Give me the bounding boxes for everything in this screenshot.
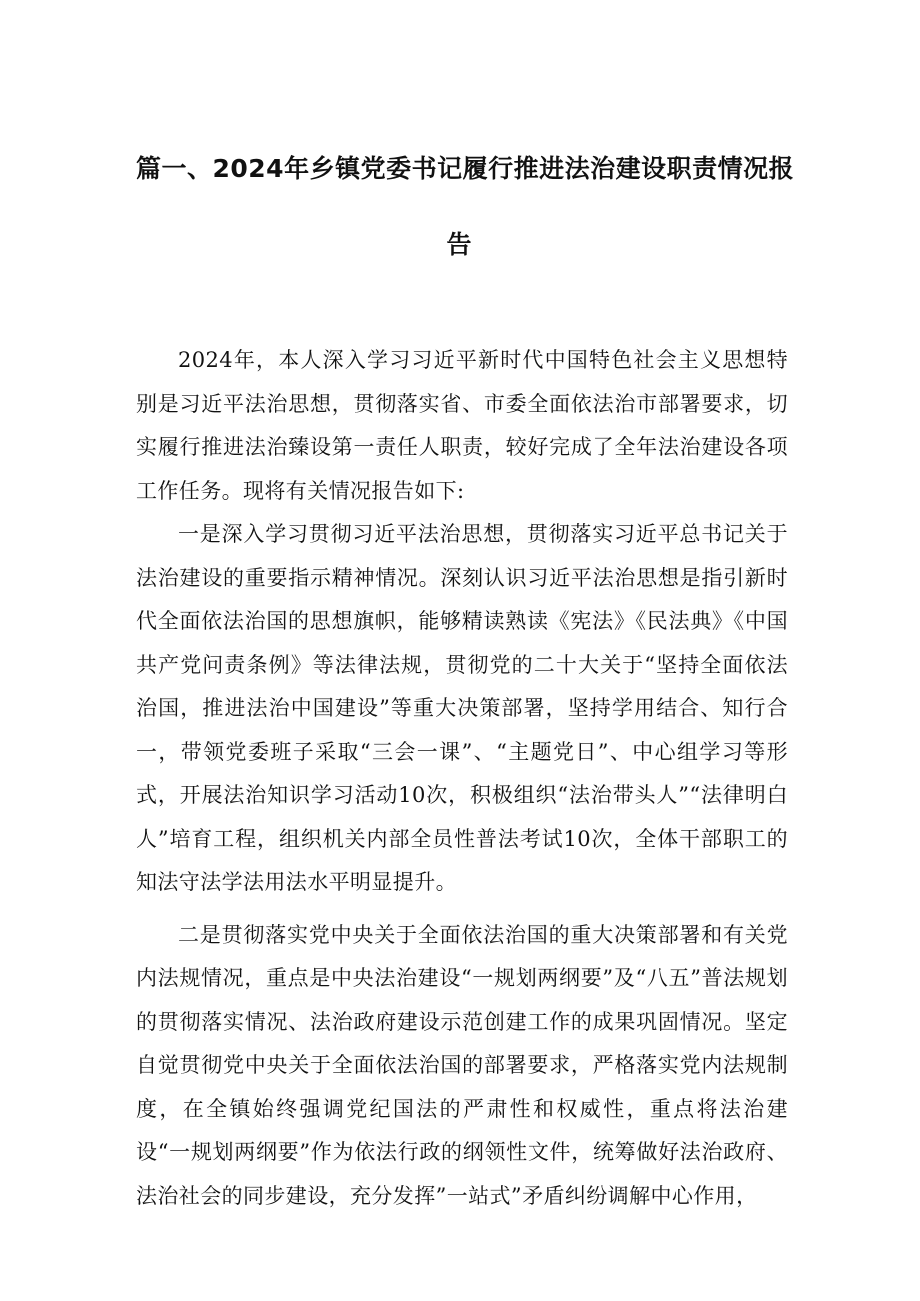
- title-line-2: 告: [446, 230, 472, 259]
- title-line-1: 篇一、2024年乡镇党委书记履行推进法治建设职责情况报: [136, 154, 795, 183]
- document-body: [136, 339, 788, 1218]
- document-title: [136, 150, 796, 264]
- paragraph-section-2: 二是贯彻落实党中央关于全面依法治国的重大决策部署和有关党内法规情况，重点是中央法治建设“一规划两纲要”及“八五”普法规划的贯彻落实情况、法治政府建设示范创建工作的成果巩固情况。坚定自觉贯彻党中央关于全面依法治国的部署要求，严格落实党内法规制度，在全镇始终强调党纪国法的严肃性和权威性，重点将法治建设“一规划两纲要”作为依法行政的纲领性文件，统筹做好法治政府、法治社会的同步建设，充分发挥”一站式”矛盾纠纷调解中心作用，: [136, 922, 788, 1208]
- paragraph-intro: 2024年，本人深入学习习近平新时代中国特色社会主义思想特别是习近平法治思想，贯彻落实省、市委全面依法治市部署要求，切实履行推进法治臻设第一责任人职责，较好完成了全年法治建设各项工作任务。现将有关情况报告如下:: [136, 348, 788, 503]
- paragraph-section-1: 一是深入学习贯彻习近平法治思想，贯彻落实习近平总书记关于法治建设的重要指示精神情况。深刻认识习近平法治思想是指引新时代全面依法治国的思想旗帜，能够精读熟读《宪法》《民法典》《中国共产党问责条例》等法律法规，贯彻党的二十大关于“坚持全面依法治国，推进法治中国建设”等重大决策部署，坚持学用结合、知行合一，带领党委班子采取“三会一课”、“主题党日”、中心组学习等形式，开展法治知识学习活动10次，积极组织“法治带头人”“法律明白人”培育工程，组织机关内部全员性普法考试10次，全体干部职工的知法守法学法用法水平明显提升。: [136, 522, 788, 894]
